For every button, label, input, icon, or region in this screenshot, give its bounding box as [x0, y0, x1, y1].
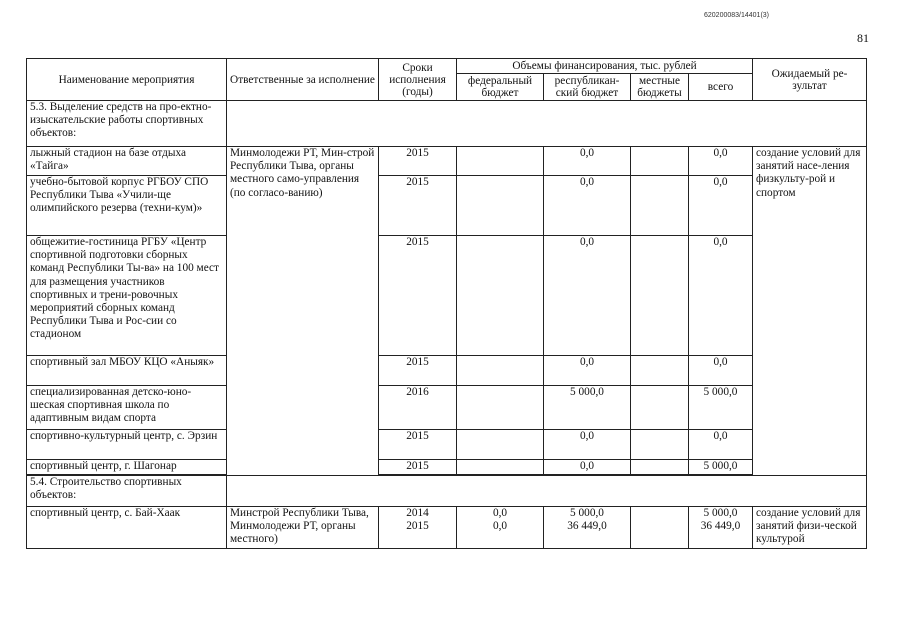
header-responsible: Ответственные за исполнение: [227, 59, 379, 101]
row-year: 2015: [379, 430, 457, 460]
header-name: Наименование мероприятия: [27, 59, 227, 101]
row-local: [631, 147, 689, 176]
row-name: лыжный стадион на базе отдыха «Тайга»: [27, 147, 227, 176]
row-total: 0,0: [689, 147, 753, 176]
row-year: 2015: [379, 236, 457, 356]
table-row: [27, 507, 867, 549]
document-id: 620200083/14401(3): [704, 12, 770, 19]
row-republic: 5 000,0: [544, 386, 631, 430]
table-row: [27, 430, 867, 460]
header-result: Ожидаемый ре-зультат: [753, 59, 867, 101]
header-total: всего: [689, 74, 753, 101]
row-year: 2015: [379, 460, 457, 475]
table-row: [27, 460, 867, 475]
section-title: 5.3. Выделение средств на про-ектно-изыскательские работы спортивных объектов:: [27, 101, 227, 147]
row-total: 0,0: [689, 236, 753, 356]
row-name: спортивно-культурный центр, с. Эрзин: [27, 430, 227, 460]
table-row: [27, 176, 867, 236]
row-federal: [457, 176, 544, 236]
row-responsible: Минстрой Республики Тыва, Минмолодежи РТ, органы местного): [227, 507, 379, 549]
row-year: 2014 2015: [379, 507, 457, 549]
row-federal: 0,0 0,0: [457, 507, 544, 549]
header-terms: Сроки исполнения (годы): [379, 59, 457, 101]
row-total: 5 000,0: [689, 460, 753, 475]
row-local: [631, 176, 689, 236]
row-name: общежитие-гостиница РГБУ «Центр спортивной подготовки сборных команд Республики Ты-ва» на 100 мест для размещения участников спортивных и трени-ровочных мероприятий сборных команд Республики Тыва и Рос-сии со стадионом: [27, 236, 227, 356]
row-year: 2015: [379, 356, 457, 386]
header-federal: федеральный бюджет: [457, 74, 544, 101]
section-empty: [227, 476, 867, 507]
row-total: 0,0: [689, 430, 753, 460]
row-republic: 0,0: [544, 236, 631, 356]
row-result: создание условий для занятий насе-ления физкульту-рой и спортом: [753, 147, 867, 476]
row-name: спортивный центр, с. Бай-Хаак: [27, 507, 227, 549]
row-federal: [457, 430, 544, 460]
row-responsible: Минмолодежи РТ, Мин-строй Республики Тыва, органы местного само-управления (по согласо-ванию): [227, 147, 379, 476]
row-republic: 0,0: [544, 356, 631, 386]
table-row: [27, 236, 867, 356]
row-local: [631, 236, 689, 356]
row-federal: [457, 460, 544, 475]
row-local: [631, 507, 689, 549]
row-federal: [457, 236, 544, 356]
row-local: [631, 430, 689, 460]
row-republic: 5 000,0 36 449,0: [544, 507, 631, 549]
section-title: 5.4. Строительство спортивных объектов:: [27, 476, 227, 507]
table-row: [27, 147, 867, 176]
row-name: спортивный центр, г. Шагонар: [27, 460, 227, 475]
row-total: 0,0: [689, 176, 753, 236]
row-republic: 0,0: [544, 460, 631, 475]
row-name: специализированная детско-юно-шеская спортивная школа по адаптивным видам спорта: [27, 386, 227, 430]
row-year: 2016: [379, 386, 457, 430]
row-local: [631, 386, 689, 430]
header-republic: республикан-ский бюджет: [544, 74, 631, 101]
funding-table: [26, 58, 867, 549]
page-number: 81: [857, 31, 869, 45]
row-name: спортивный зал МБОУ КЦО «Аныяк»: [27, 356, 227, 386]
table-row: [27, 356, 867, 386]
header-local: местные бюджеты: [631, 74, 689, 101]
row-total: 5 000,0 36 449,0: [689, 507, 753, 549]
row-name: учебно-бытовой корпус РГБОУ СПО Республики Тыва «Учили-ще олимпийского резерва (техни-кум)»: [27, 176, 227, 236]
row-year: 2015: [379, 176, 457, 236]
section-empty: [227, 101, 867, 147]
table-row: [27, 386, 867, 430]
row-result: создание условий для занятий физи-ческой культурой: [753, 507, 867, 549]
row-federal: [457, 356, 544, 386]
row-federal: [457, 386, 544, 430]
row-total: 5 000,0: [689, 386, 753, 430]
row-year: 2015: [379, 147, 457, 176]
row-local: [631, 460, 689, 475]
row-republic: 0,0: [544, 430, 631, 460]
header-funding: Объемы финансирования, тыс. рублей: [457, 59, 753, 74]
row-republic: 0,0: [544, 147, 631, 176]
row-republic: 0,0: [544, 176, 631, 236]
row-federal: [457, 147, 544, 176]
row-total: 0,0: [689, 356, 753, 386]
row-local: [631, 356, 689, 386]
